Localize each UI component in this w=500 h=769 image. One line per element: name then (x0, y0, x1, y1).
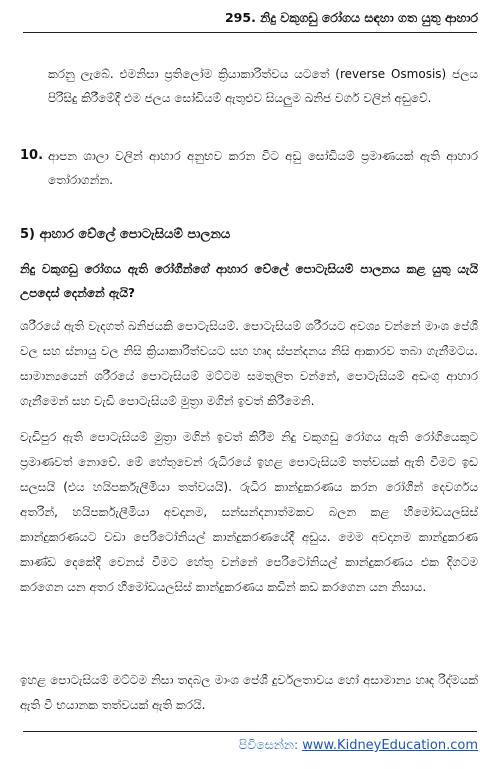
body-paragraph: වැඩිපුර ඇති පොටැසියම් මුත්‍රා මගින් ඉවත් කිරීම නිදු වකුගඩු රෝගය ඇති රෝගියෙකුට ප්‍රමාණවත් නොවේ. මේ හේතුවෙන් රුධිරයේ ඉහළ පොටැසියම් තත්වයක් ඇති වීමට ඉඩ සලසයි (එය හයිපර්කැලීමියා තත්වයයි). රුධිර කාන්දුකරණය කරන රෝගීන් දෙවර්ගය අතරින්, හයිපර්කැලීමියා අවදානම, සන්සන්දනාත්මකව බලන කළ හීමෝඩයලසිස් කාන්දුකරණයට වඩා පෙරිටෝනියල් කාන්දුකරණයේදී අඩුය. මෙම අවදානම කාන්දුකරණ කාණ්ඩ දෙකේදී වෙනස් වීමට හේතු වන්නේ පෙරිටෝනියල් කාන්දුකරණය එක දිගටම කරගෙන යන අතර හීමෝඩයලසිස් කාන්දුකරණය කඩින් කඩ කරගෙන යන නිසාය. (20, 430, 478, 594)
intro-paragraph: කරනු ලැබේ. එමනිසා ප්‍රතිලෝම ක්‍රියාකාරිත්වය යටතේ (reverse Osmosis) ජලය පිරිසිදු කිරීමේදී එම ජලය සෝඩියම් ඇතුළුව සියලුම ඛනිජ වර්ග වලින් අඩුවේ. (48, 67, 478, 105)
footer-label: පිවිසෙන්න: (238, 737, 299, 752)
section-heading: 5) ආහාර වේලේ පොටැසියම් පාලනය (20, 227, 231, 242)
body-paragraph: ඉහළ පොටැසියම් මට්ටම නිසා තදබල මාංශ පේශී දුර්වලතාවය හෝ අසාමාන්‍ය හෘද රිද්මයක් ඇති වී භයානක තත්වයක් ඇති කරයි. (20, 673, 478, 712)
page-header: 295. නිදු වකුගඩු රෝගය සඳහා ගත යුතු ආහාර (224, 10, 478, 25)
body-paragraph: ශරීරයේ ඇති වැදගත් ඛනිජයකි පොටැසියම්. පොටැසියම් ශරීරයට අවශ්‍ය වන්නේ මාංශ පේශී වල සහ ස්නායු වල නිසි ක්‍රියාකාරිත්වයට සහ හෘද ස්පන්දනය නිසි ආකාරව තබා ගැනීමටය. සාමාන්‍යයෙන් ශරීරයේ පොටැසියම් මට්ටම සමතුලිත වන්නේ, පොටැසියම් අඩංගු ආහාර ගැනීමෙන් සහ වැඩි පොටැසියම් මුත්‍රා මගින් ඉවත් කිරීමෙනි. (20, 319, 478, 408)
footer-divider (23, 731, 477, 732)
list-item-text: ආපන ශාලා වලින් ආහාර අනුභව කරන විට අඩු සෝඩියම් ප්‍රමාණයක් ඇති ආහාර තෝරාගන්න. (48, 149, 478, 187)
list-item-number: 10. (20, 148, 44, 163)
page-footer (239, 737, 478, 753)
header-divider (23, 32, 477, 33)
section-question: නිදු වකුගඩු රෝගය ඇති රෝගීන්ගේ ආහාර වේලේ පොටැසියම් පාලනය කළ යුතු යැයි උපදෙස් දෙන්නේ ඇයි? (20, 262, 478, 300)
website-link[interactable]: www.KidneyEducation.com (302, 738, 478, 753)
